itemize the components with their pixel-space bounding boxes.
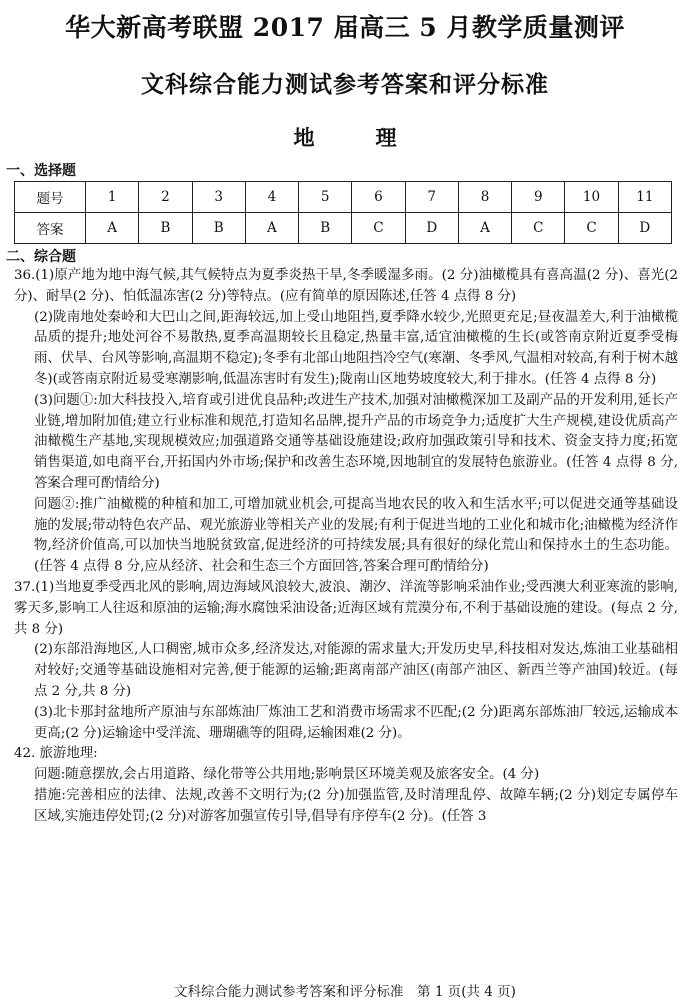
q36-part2: (2)陇南地处秦岭和大巴山之间,距海较远,加上受山地阻挡,夏季降水较少,光照更充足;昼夜温差大,利于油橄榄品质的提升;地处河谷不易散热,夏季高温期较长且稳定,热量丰富,适宜油橄榄的生长(或答南京附近夏季受梅雨、伏旱、台风等影响,高温期不稳定);冬季有北部山地阻挡冷空气(寒潮、冬季风,气温相对较高,有利于树木越冬)(或答南京附近易受寒潮影响,低温冻害时有发生);陇南山区地势坡度较大,利于排水。(任答 4 点得 8 分)	[34, 309, 678, 387]
answer-cell: B	[192, 213, 245, 244]
answer-cell: C	[512, 213, 565, 244]
answer-cell: B	[139, 213, 192, 244]
answer-cell: A	[86, 213, 139, 244]
q36-part3-issue2: 问题②:推广油橄榄的种植和加工,可增加就业机会,可提高当地农民的收入和生活水平;可以促进交通等基础设施的发展;带动特色农产品、观光旅游业等相关产业的发展;有利于促进当地的工业化和城市化;油橄榄为经济作物,经济价值高,可以加快当地脱贫致富,促进经济的可持续发展;具有很好的绿化荒山和保持水土的生态功能。(任答 4 点得 8 分,应从经济、社会和生态三个方面回答,答案合理可酌情给分)	[34, 496, 678, 575]
answer-cell: D	[618, 213, 671, 244]
answer-cell: D	[405, 213, 458, 244]
answer-cell: C	[352, 213, 405, 244]
q37-part3: (3)北卡那封盆地所产原油与东部炼油厂炼油工艺和消费市场需求不匹配;(2 分)距离东部炼油厂较远,运输成本更高;(2 分)运输途中受洋流、珊瑚礁等的阻碍,运输困难(2 分)。	[34, 704, 678, 741]
row-label-answer: 答案	[15, 213, 86, 244]
answer-cell: B	[299, 213, 352, 244]
question-number: 1	[86, 182, 139, 213]
question-number: 10	[565, 182, 618, 213]
subject-title: 地 理	[293, 125, 417, 150]
q42-heading: 42. 旅游地理:	[14, 746, 98, 762]
q42-problem: 问题:随意摆放,会占用道路、绿化带等公共用地;影响景区环境美观及旅客安全。(4 分)	[34, 767, 540, 783]
table-row-numbers	[15, 182, 672, 213]
row-label-number: 题号	[15, 182, 86, 213]
question-number: 8	[458, 182, 511, 213]
answer-cell: A	[245, 213, 298, 244]
exam-subtitle: 文科综合能力测试参考答案和评分标准	[141, 71, 549, 98]
q36-part1: 36.(1)原产地为地中海气候,其气候特点为夏季炎热干旱,冬季暖湿多雨。(2 分)油橄榄具有喜高温(2 分)、喜光(2 分)、耐旱(2 分)、怕低温冻害(2 分)等特点。(应有简单的原因陈述,任答 4 点得 8 分)	[14, 268, 678, 304]
question-number: 11	[618, 182, 671, 213]
answer-cell: C	[565, 213, 618, 244]
question-number: 2	[139, 182, 192, 213]
section-heading-comprehensive: 二、综合题	[6, 249, 76, 265]
table-row-answers	[15, 213, 672, 244]
q37-part2: (2)东部沿海地区,人口稠密,城市众多,经济发达,对能源的需求量大;开发历史早,科技相对发达,炼油工业基础相对较好;交通等基础设施相对完善,便于能源的运输;距离南部产油区(南部产油区、新西兰等产油国)较近。(每点 2 分,共 8 分)	[34, 642, 678, 699]
section-heading-choice: 一、选择题	[6, 163, 76, 179]
q42-measures: 措施:完善相应的法律、法规,改善不文明行为;(2 分)加强监管,及时清理乱停、故障车辆;(2 分)划定专属停车区域,实施违停处罚;(2 分)对游客加强宣传引导,倡导有序停车(2 分)。(任答 3	[34, 787, 678, 824]
question-number: 4	[245, 182, 298, 213]
question-number: 7	[405, 182, 458, 213]
q37-part1: 37.(1)当地夏季受西北风的影响,周边海域风浪较大,波浪、潮汐、洋流等影响采油作业;受西澳大利亚寒流的影响,雾天多,影响工人往返和原油的运输;海水腐蚀采油设备;近海区域有荒漠分布,不利于基础设施的建设。(每点 2 分,共 8 分)	[14, 579, 678, 637]
answer-body	[14, 266, 678, 828]
answer-table	[14, 181, 672, 244]
q36-part3: (3)问题①:加大科技投入,培育或引进优良品种;改进生产技术,加强对油橄榄深加工及副产品的开发利用,延长产业链,增加附加值;建立行业标准和规范,打造知名品牌,提升产品的市场竞争力;适度扩大生产规模,建设优质高产油橄榄生产基地,实现规模效应;加强道路交通等基础设施建设;政府加强政策引导和技术、资金支持力度;拓宽销售渠道,如电商平台,开拓国内外市场;保护和改善生态环境,因地制宜的发展特色旅游业。(任答 4 点得 8 分,答案合理可酌情给分)	[34, 392, 678, 491]
question-number: 9	[512, 182, 565, 213]
question-number: 5	[299, 182, 352, 213]
exam-title: 华大新高考联盟 2017 届高三 5 月教学质量测评	[65, 13, 625, 42]
question-number: 6	[352, 182, 405, 213]
answer-cell: A	[458, 213, 511, 244]
question-number: 3	[192, 182, 245, 213]
page-footer: 文科综合能力测试参考答案和评分标准 第 1 页(共 4 页)	[174, 984, 516, 1000]
